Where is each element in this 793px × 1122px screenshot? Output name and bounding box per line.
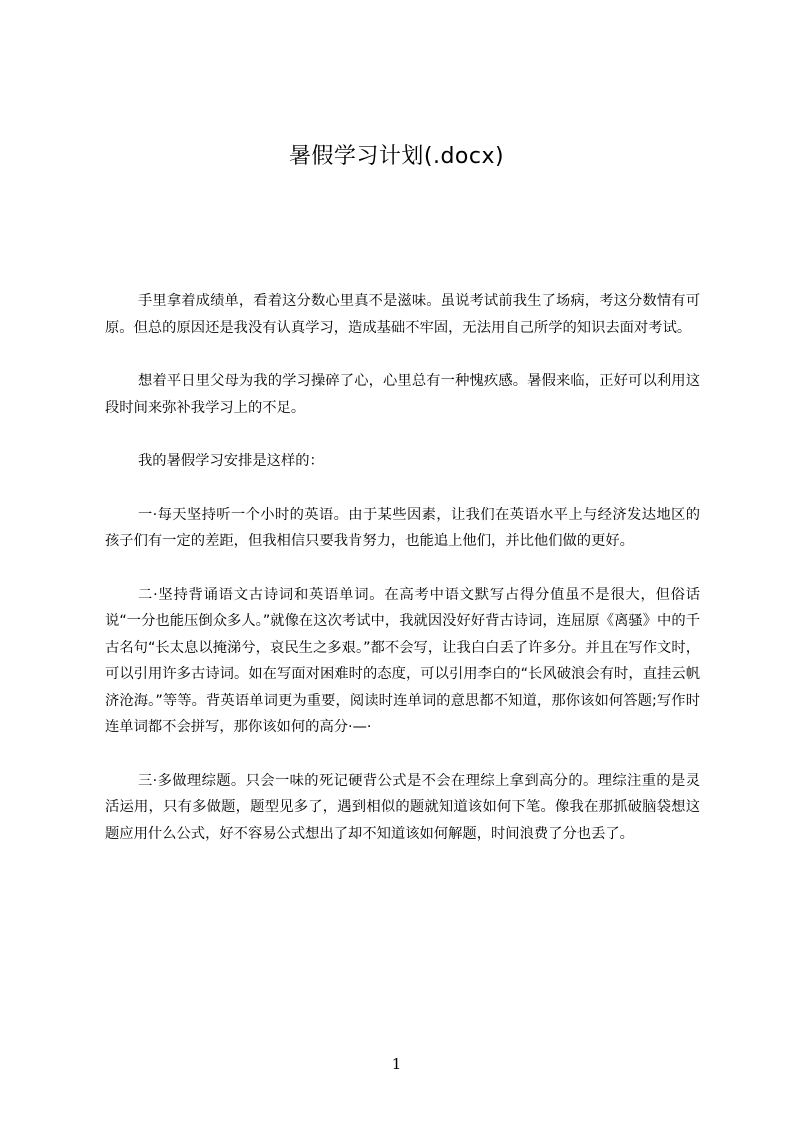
paragraph-6: 三·多做理综题。只会一味的死记硬背公式是不会在理综上拿到高分的。理综注重的是灵活运用，只有多做题，题型见多了，遇到相似的题就知道该如何下笔。像我在那抓破脑袋想这题应用什么公式，好不容易公式想出了却不知道该如何解题，时间浪费了分也丢了。 — [105, 772, 700, 842]
document-title: 暑假学习计划(.docx) — [288, 144, 505, 169]
paragraph-4: 一·每天坚持听一个小时的英语。由于某些因素，让我们在英语水平上与经济发达地区的孩子们有一定的差距，但我相信只要我肯努力，也能追上他们，并比他们做的更好。 — [105, 506, 700, 549]
page-number: 1 — [391, 1055, 402, 1073]
paragraph-2: 想着平日里父母为我的学习操碎了心，心里总有一种愧疚感。暑假来临，正好可以利用这段时间来弥补我学习上的不足。 — [105, 373, 700, 416]
paragraph-1: 手里拿着成绩单，看着这分数心里真不是滋味。虽说考试前我生了场病，考这分数情有可原。但总的原因还是我没有认真学习，造成基础不牢固，无法用自己所学的知识去面对考试。 — [105, 293, 700, 336]
document-body — [105, 288, 700, 874]
paragraph-3: 我的暑假学习安排是这样的： — [138, 453, 324, 469]
paragraph-5: 二·坚持背诵语文古诗词和英语单词。在高考中语文默写占得分值虽不是很大，但俗话说“一分也能压倒众多人。”就像在这次考试中，我就因没好好背古诗词，连屈原《离骚》中的千古名句“长太息以掩涕兮，哀民生之多艰。”都不会写，让我白白丢了许多分。并且在写作文时，可以引用许多古诗词。如在写面对困难时的态度，可以引用李白的“长风破浪会有时，直挂云帆济沧海。”等等。背英语单词更为重要，阅读时连单词的意思都不知道，那你该如何答题;写作时连单词都不会拼写，那你该如何的高分·—· — [105, 586, 700, 735]
